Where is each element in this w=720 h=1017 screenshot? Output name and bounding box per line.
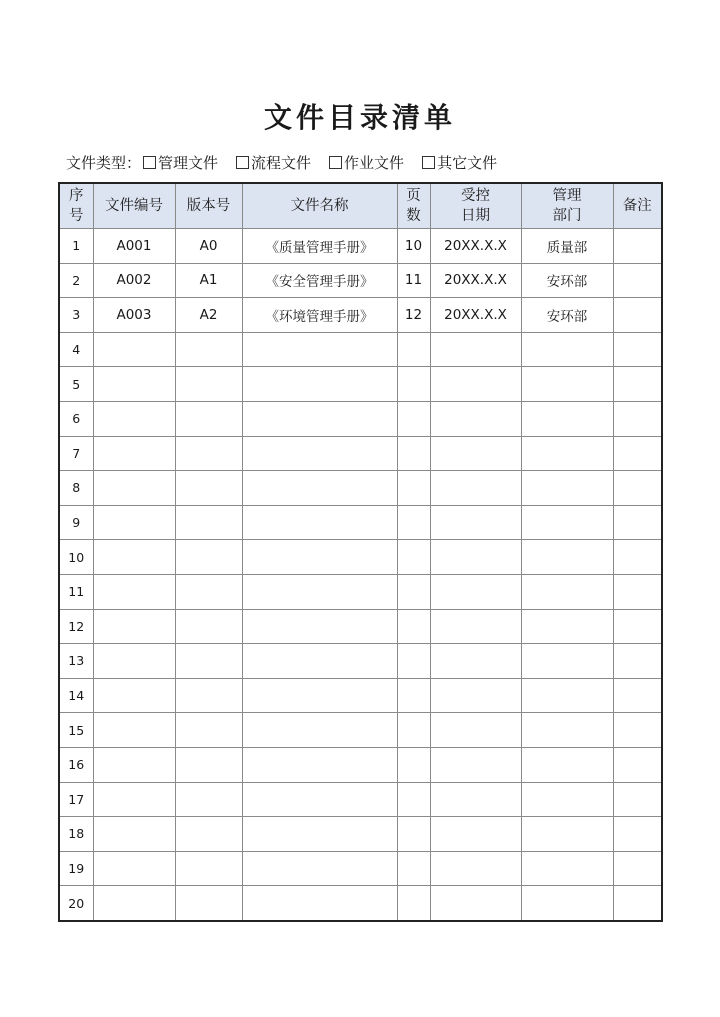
table-cell[interactable] bbox=[397, 609, 430, 644]
table-cell[interactable] bbox=[521, 332, 613, 367]
table-cell[interactable] bbox=[93, 609, 175, 644]
table-cell[interactable] bbox=[242, 332, 397, 367]
doc-type-selector bbox=[66, 152, 515, 173]
table-cell[interactable] bbox=[613, 471, 662, 506]
table-row bbox=[59, 609, 662, 644]
table-cell[interactable]: 11 bbox=[397, 263, 430, 298]
table-cell[interactable] bbox=[521, 851, 613, 886]
table-cell[interactable] bbox=[242, 609, 397, 644]
table-cell[interactable] bbox=[242, 540, 397, 575]
column-header-line: 页 bbox=[406, 188, 421, 204]
table-cell[interactable] bbox=[430, 332, 521, 367]
table-cell[interactable]: 3 bbox=[59, 298, 93, 333]
table-cell[interactable] bbox=[397, 713, 430, 748]
table-row bbox=[59, 540, 662, 575]
table-cell[interactable] bbox=[521, 817, 613, 852]
table-cell[interactable]: 1 bbox=[59, 229, 93, 264]
table-cell[interactable] bbox=[93, 886, 175, 921]
table-cell[interactable] bbox=[93, 851, 175, 886]
table-cell[interactable] bbox=[397, 574, 430, 609]
table-cell[interactable] bbox=[613, 609, 662, 644]
doc-type-option-label: 作业文件 bbox=[344, 154, 405, 172]
table-cell[interactable]: 20 bbox=[59, 886, 93, 921]
table-cell[interactable] bbox=[242, 471, 397, 506]
table-row bbox=[59, 436, 662, 471]
column-header-line: 日期 bbox=[461, 208, 490, 224]
table-row bbox=[59, 886, 662, 921]
table-row bbox=[59, 817, 662, 852]
table-cell[interactable] bbox=[397, 436, 430, 471]
table-cell[interactable] bbox=[613, 713, 662, 748]
column-header-line: 管理 bbox=[552, 188, 582, 204]
file-catalog-table bbox=[58, 182, 663, 922]
page-title: 文件目录清单 bbox=[263, 101, 456, 134]
table-cell[interactable]: A002 bbox=[93, 263, 175, 298]
table-row bbox=[59, 644, 662, 679]
table-row bbox=[59, 367, 662, 402]
table-cell[interactable]: 14 bbox=[59, 678, 93, 713]
table-cell[interactable]: 12 bbox=[59, 609, 93, 644]
table-cell[interactable]: 12 bbox=[397, 298, 430, 333]
table-cell[interactable] bbox=[613, 540, 662, 575]
table-cell[interactable] bbox=[397, 851, 430, 886]
checkbox-icon[interactable] bbox=[236, 156, 249, 169]
table-cell[interactable] bbox=[430, 886, 521, 921]
table-cell[interactable] bbox=[175, 609, 242, 644]
table-cell[interactable] bbox=[93, 782, 175, 817]
table-cell[interactable] bbox=[175, 817, 242, 852]
table-cell[interactable] bbox=[613, 367, 662, 402]
table-cell[interactable] bbox=[521, 471, 613, 506]
table-cell[interactable] bbox=[521, 678, 613, 713]
table-cell[interactable]: 20XX.X.X bbox=[430, 263, 521, 298]
table-cell[interactable]: 11 bbox=[59, 574, 93, 609]
checkbox-icon[interactable] bbox=[422, 156, 435, 169]
table-cell[interactable] bbox=[430, 471, 521, 506]
table-cell[interactable] bbox=[397, 817, 430, 852]
table-row bbox=[59, 574, 662, 609]
table-cell[interactable]: 20XX.X.X bbox=[430, 229, 521, 264]
table-header-row bbox=[59, 183, 662, 229]
table-cell[interactable] bbox=[613, 851, 662, 886]
table-cell[interactable] bbox=[397, 644, 430, 679]
table-cell[interactable] bbox=[93, 747, 175, 782]
table-cell[interactable]: 13 bbox=[59, 644, 93, 679]
table-cell[interactable] bbox=[430, 540, 521, 575]
table-cell[interactable] bbox=[430, 678, 521, 713]
table-cell[interactable] bbox=[93, 401, 175, 436]
table-cell[interactable] bbox=[521, 782, 613, 817]
column-header bbox=[397, 183, 430, 229]
column-header bbox=[59, 183, 93, 229]
column-header bbox=[175, 183, 242, 229]
table-cell[interactable] bbox=[175, 851, 242, 886]
table-cell[interactable] bbox=[93, 540, 175, 575]
table-row bbox=[59, 332, 662, 367]
column-header bbox=[521, 183, 613, 229]
table-cell[interactable]: 《质量管理手册》 bbox=[242, 229, 397, 264]
table-cell[interactable] bbox=[521, 574, 613, 609]
table-cell[interactable]: A1 bbox=[175, 263, 242, 298]
table-cell[interactable] bbox=[430, 367, 521, 402]
table-cell[interactable] bbox=[397, 332, 430, 367]
table-cell[interactable] bbox=[613, 678, 662, 713]
table-cell[interactable] bbox=[521, 644, 613, 679]
table-cell[interactable] bbox=[521, 609, 613, 644]
table-cell[interactable] bbox=[397, 401, 430, 436]
table-cell[interactable] bbox=[397, 367, 430, 402]
doc-type-option-label: 管理文件 bbox=[158, 154, 219, 172]
table-cell[interactable] bbox=[93, 817, 175, 852]
table-cell[interactable]: 2 bbox=[59, 263, 93, 298]
column-header-line: 版本号 bbox=[186, 198, 231, 214]
table-cell[interactable]: A003 bbox=[93, 298, 175, 333]
table-cell[interactable] bbox=[613, 817, 662, 852]
table-cell[interactable]: 安环部 bbox=[521, 298, 613, 333]
table-row bbox=[59, 747, 662, 782]
table-cell[interactable]: 质量部 bbox=[521, 229, 613, 264]
table-cell[interactable] bbox=[613, 747, 662, 782]
table-cell[interactable]: 17 bbox=[59, 782, 93, 817]
table-cell[interactable] bbox=[175, 574, 242, 609]
column-header-line: 文件名称 bbox=[290, 198, 349, 214]
column-header-line: 号 bbox=[69, 208, 84, 224]
table-cell[interactable]: 18 bbox=[59, 817, 93, 852]
table-row bbox=[59, 782, 662, 817]
table-cell[interactable] bbox=[175, 401, 242, 436]
table-cell[interactable] bbox=[430, 401, 521, 436]
table-cell[interactable] bbox=[430, 851, 521, 886]
table-cell[interactable] bbox=[613, 401, 662, 436]
table-cell[interactable] bbox=[175, 713, 242, 748]
table-cell[interactable] bbox=[521, 401, 613, 436]
doc-type-option-other[interactable] bbox=[422, 152, 497, 173]
table-cell[interactable] bbox=[242, 817, 397, 852]
table-cell[interactable] bbox=[93, 471, 175, 506]
table-cell[interactable] bbox=[397, 471, 430, 506]
table-cell[interactable] bbox=[430, 782, 521, 817]
doc-type-option-operation[interactable] bbox=[329, 152, 404, 173]
column-header-line: 受控 bbox=[461, 188, 490, 204]
checkbox-icon[interactable] bbox=[143, 156, 156, 169]
table-row bbox=[59, 505, 662, 540]
table-cell[interactable] bbox=[521, 886, 613, 921]
table-cell[interactable] bbox=[242, 851, 397, 886]
doc-type-option-process[interactable] bbox=[236, 152, 311, 173]
table-cell[interactable] bbox=[613, 505, 662, 540]
table-cell[interactable] bbox=[242, 367, 397, 402]
table-cell[interactable]: 15 bbox=[59, 713, 93, 748]
table-cell[interactable]: 安环部 bbox=[521, 263, 613, 298]
table-cell[interactable] bbox=[242, 782, 397, 817]
table-cell[interactable]: 9 bbox=[59, 505, 93, 540]
table-cell[interactable] bbox=[521, 540, 613, 575]
table-cell[interactable] bbox=[242, 747, 397, 782]
table-cell[interactable]: 4 bbox=[59, 332, 93, 367]
column-header bbox=[430, 183, 521, 229]
column-header bbox=[93, 183, 175, 229]
table-cell[interactable] bbox=[521, 367, 613, 402]
table-row bbox=[59, 713, 662, 748]
table-cell[interactable] bbox=[430, 644, 521, 679]
table-cell[interactable] bbox=[93, 713, 175, 748]
table-cell[interactable] bbox=[93, 678, 175, 713]
table-cell[interactable] bbox=[397, 540, 430, 575]
table-cell[interactable] bbox=[242, 644, 397, 679]
table-cell[interactable] bbox=[242, 436, 397, 471]
table-cell[interactable]: A001 bbox=[93, 229, 175, 264]
table-row bbox=[59, 263, 662, 298]
table-cell[interactable] bbox=[175, 678, 242, 713]
table-cell[interactable] bbox=[613, 263, 662, 298]
table-cell[interactable] bbox=[397, 505, 430, 540]
table-cell[interactable] bbox=[521, 747, 613, 782]
column-header bbox=[613, 183, 662, 229]
table-cell[interactable] bbox=[242, 505, 397, 540]
table-cell[interactable]: 19 bbox=[59, 851, 93, 886]
table-cell[interactable] bbox=[397, 747, 430, 782]
column-header-line: 序 bbox=[69, 188, 84, 204]
table-cell[interactable]: 《安全管理手册》 bbox=[242, 263, 397, 298]
table-row bbox=[59, 678, 662, 713]
table-cell[interactable]: 20XX.X.X bbox=[430, 298, 521, 333]
doc-type-option-label: 其它文件 bbox=[437, 154, 498, 172]
table-cell[interactable] bbox=[430, 609, 521, 644]
table-row bbox=[59, 471, 662, 506]
table-cell[interactable] bbox=[613, 644, 662, 679]
table-cell[interactable]: 10 bbox=[397, 229, 430, 264]
table-cell[interactable] bbox=[93, 332, 175, 367]
table-cell[interactable] bbox=[430, 713, 521, 748]
table-cell[interactable] bbox=[175, 436, 242, 471]
doc-type-label: 文件类型： bbox=[66, 154, 142, 172]
table-cell[interactable]: 10 bbox=[59, 540, 93, 575]
table-cell[interactable] bbox=[175, 505, 242, 540]
table-cell[interactable] bbox=[175, 367, 242, 402]
table-cell[interactable] bbox=[175, 471, 242, 506]
table-cell[interactable] bbox=[242, 401, 397, 436]
table-cell[interactable] bbox=[93, 505, 175, 540]
table-cell[interactable]: A2 bbox=[175, 298, 242, 333]
table-cell[interactable]: 6 bbox=[59, 401, 93, 436]
table-cell[interactable] bbox=[397, 782, 430, 817]
table-cell[interactable]: A0 bbox=[175, 229, 242, 264]
table-row bbox=[59, 401, 662, 436]
table-cell[interactable] bbox=[521, 436, 613, 471]
table-cell[interactable] bbox=[430, 747, 521, 782]
table-cell[interactable] bbox=[613, 436, 662, 471]
table-cell[interactable] bbox=[175, 782, 242, 817]
table-cell[interactable] bbox=[430, 817, 521, 852]
column-header bbox=[242, 183, 397, 229]
table-cell[interactable] bbox=[175, 886, 242, 921]
checkbox-icon[interactable] bbox=[329, 156, 342, 169]
table-cell[interactable] bbox=[175, 332, 242, 367]
table-cell[interactable] bbox=[613, 229, 662, 264]
table-body bbox=[59, 229, 662, 921]
table-cell[interactable] bbox=[430, 574, 521, 609]
column-header-line: 数 bbox=[406, 208, 421, 224]
table-cell[interactable] bbox=[613, 782, 662, 817]
table-cell[interactable] bbox=[397, 678, 430, 713]
doc-type-option-management[interactable] bbox=[143, 152, 218, 173]
table-cell[interactable]: 《环境管理手册》 bbox=[242, 298, 397, 333]
table-cell[interactable] bbox=[242, 886, 397, 921]
table-row bbox=[59, 851, 662, 886]
table-cell[interactable] bbox=[242, 678, 397, 713]
table-cell[interactable]: 7 bbox=[59, 436, 93, 471]
table-cell[interactable] bbox=[175, 644, 242, 679]
table-cell[interactable] bbox=[93, 574, 175, 609]
table-cell[interactable] bbox=[521, 505, 613, 540]
table-cell[interactable] bbox=[613, 298, 662, 333]
table-cell[interactable] bbox=[613, 574, 662, 609]
table-cell[interactable] bbox=[242, 713, 397, 748]
table-cell[interactable]: 5 bbox=[59, 367, 93, 402]
table-cell[interactable] bbox=[93, 367, 175, 402]
table-cell[interactable] bbox=[397, 886, 430, 921]
table-cell[interactable] bbox=[93, 436, 175, 471]
column-header-line: 部门 bbox=[552, 208, 582, 224]
column-header-line: 文件编号 bbox=[105, 198, 163, 214]
column-header-line: 备注 bbox=[622, 198, 652, 214]
table-row bbox=[59, 229, 662, 264]
table-cell[interactable] bbox=[175, 747, 242, 782]
table-cell[interactable] bbox=[613, 332, 662, 367]
table-cell[interactable] bbox=[242, 574, 397, 609]
table-cell[interactable] bbox=[613, 886, 662, 921]
table-cell[interactable]: 8 bbox=[59, 471, 93, 506]
table-cell[interactable] bbox=[430, 436, 521, 471]
table-cell[interactable] bbox=[93, 644, 175, 679]
doc-type-option-label: 流程文件 bbox=[251, 154, 312, 172]
table-cell[interactable] bbox=[430, 505, 521, 540]
table-cell[interactable] bbox=[175, 540, 242, 575]
table-cell[interactable]: 16 bbox=[59, 747, 93, 782]
table-cell[interactable] bbox=[521, 713, 613, 748]
table-row bbox=[59, 298, 662, 333]
